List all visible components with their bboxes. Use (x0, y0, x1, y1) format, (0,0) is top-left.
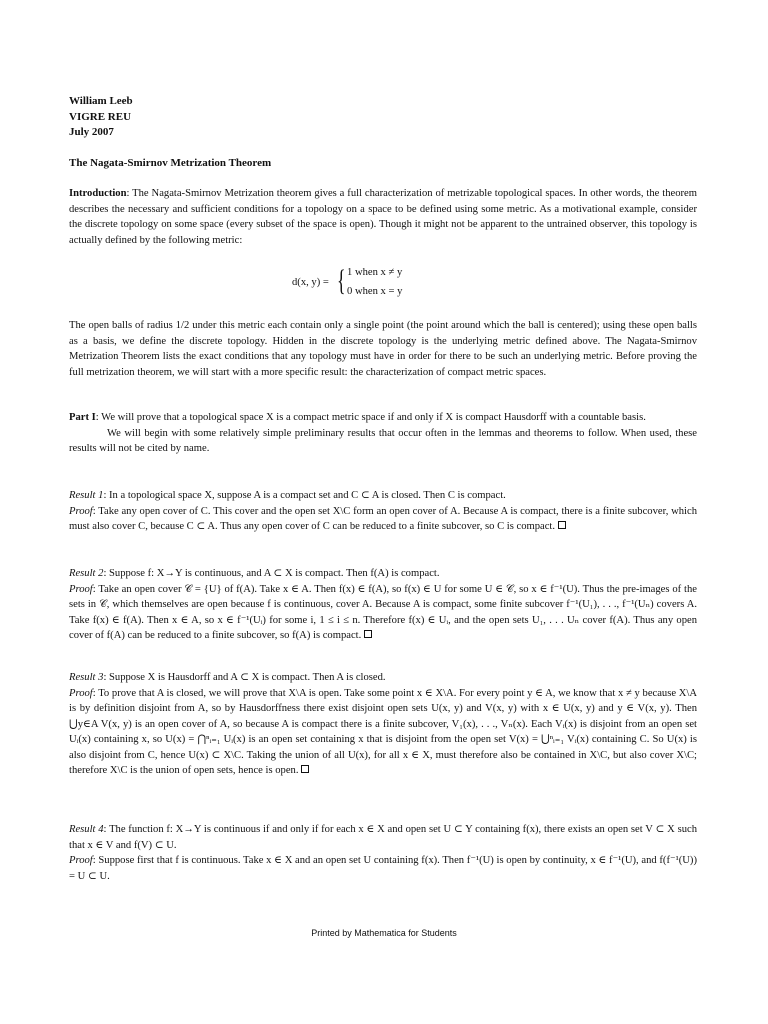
formula-brace: { (337, 264, 346, 297)
part-one-label: Part I (69, 412, 96, 423)
introduction-label: Introduction (69, 188, 127, 199)
introduction-text: : The Nagata-Smirnov Metrization theorem gives a full characterization of metrizable topological spaces. In other words, the theorem describes the necessary and sufficient conditions for a topology on a space to be defined using some metric. As a motivational example, consider the discrete topology on some space (every subset of the space is open). Though it might not be apparent to the untrained observer, this topology is actually defined by the following metric: (69, 188, 697, 246)
qed-icon (364, 630, 372, 638)
result-1-proof-label: Proof (69, 505, 93, 517)
result-1-text: : In a topological space X, suppose A is a compact set and C ⊂ A is closed. Then C is compact. (103, 490, 506, 501)
result-2-proof (69, 582, 697, 644)
result-4-text: : The function f: X→Y is continuous if and only if for each x ∈ X and open set U ⊂ Y containing f(x), there exists an open set V ⊂ X such that x ∈ V and f(V) ⊂ U. (69, 824, 697, 851)
result-2-proof-text: : Take an open cover 𝒞 = {U} of f(A). Take x ∈ A. Then f(x) ∈ f(A), so f(x) ∈ U for some U ∈ 𝒞, so x ∈ f⁻¹(U). Thus the pre-images of the sets in 𝒞, which themselves are open because f is continuous, cover A. Because A is compact, some finite subcover f⁻¹(U₁), . . ., f⁻¹(Uₙ) covers A. Take f(x) ∈ f(A). Then x ∈ A, so x ∈ f⁻¹(Uᵢ) for some i, 1 ≤ i ≤ n. Therefore f(x) ∈ Uᵢ, and the open sets U₁, . . . Uₙ cover f(A). Thus any open cover of f(A) can be reduced to a finite subcover, so f(A) is compact. (69, 583, 697, 641)
result-3 (69, 670, 697, 779)
formula-case-2: 0 when x = y (347, 286, 403, 297)
part-one-preliminary: We will begin with some relatively simple preliminary results that occur often in the lemmas and theorems to follow. When used, these results will not be cited by name. (69, 427, 697, 454)
result-3-proof (69, 686, 697, 779)
document-header (69, 94, 697, 141)
result-1-proof-text: : Take any open cover of C. This cover and the open set X\C form an open cover of A. Because A is compact, there is a finite subcover, which must also cover C, because C ⊂ A. Thus any open cover of C can be reduced to a finite subcover, so C is compact. (69, 505, 697, 532)
result-2-proof-label: Proof (69, 583, 93, 595)
result-2-label: Result 2 (69, 568, 104, 579)
program-name: VIGRE REU (69, 110, 132, 123)
result-4-statement (69, 822, 697, 853)
result-3-label: Result 3 (69, 672, 104, 683)
introduction-paragraph (69, 186, 697, 248)
discrete-topology-paragraph: The open balls of radius 1/2 under this metric each contain only a single point (the point around which the ball is centered); using these open balls as a basis, we define the discrete topology. Hidden in the discrete topology is the underlying metric defined above. The Nagata-Smirnov Metrization Theorem lists the exact conditions that any topology must have in order for there to be such an underlying metric. Before proving the full metrization theorem, we will start with a more specific result: the characterization of compact metric spaces. (69, 320, 697, 378)
result-3-text: : Suppose X is Hausdorff and A ⊂ X is compact. Then A is closed. (103, 672, 386, 683)
formula-lhs: d(x, y) = (292, 277, 329, 288)
result-1-proof (69, 504, 697, 535)
document-date: July 2007 (69, 126, 114, 138)
result-4-proof (69, 853, 697, 884)
result-3-proof-text: : To prove that A is closed, we will prove that X\A is open. Take some point x ∈ X\A. For every point y ∈ A, we know that x ≠ y because X\A is by definition disjoint from A, so by Hausdorffness there exist disjoint open sets U(x, y) and V(x, y) with x ∈ U(x, y) and y ∈ V(x, y). Then ⋃y∈A V(x, y) is an open cover of A, so because A is compact there is a finite subcover, V₁(x), . . ., Vₙ(x). Each Vᵢ(x) is disjoint from an open set Uᵢ(x) containing x, so U(x) = ⋂ⁿᵢ₌₁ Uᵢ(x) is an open set containing x that is disjoint from the open set V(x) = ⋃ⁿᵢ₌₁ Vᵢ(x) containing C. So U(x) is also disjoint from C, hence U(x) ⊂ X\C. Taking the union of all U(x), for all x ∈ X, must therefore also be contained in X\C, but also cover X\C; therefore X\C is the union of open sets, hence is open. (69, 687, 697, 776)
author-name: William Leeb (69, 95, 133, 107)
qed-icon (301, 765, 309, 773)
part-one-text: : We will prove that a topological space X is a compact metric space if and only if X is compact Hausdorff with a countable basis. (95, 412, 646, 423)
part-one-section (69, 410, 697, 457)
result-1 (69, 488, 697, 535)
formula-case-1: 1 when x ≠ y (347, 267, 403, 278)
result-4-proof-label: Proof (69, 855, 93, 866)
result-1-statement (69, 488, 697, 504)
result-2-statement (69, 566, 697, 582)
part-one-statement (69, 410, 697, 426)
result-4-proof-text: : Suppose first that f is continuous. Take x ∈ X and an open set U containing f(x). Then f⁻¹(U) is open by continuity, x ∈ f⁻¹(U), and f(f⁻¹(U)) = U ⊂ U. (69, 855, 697, 882)
result-2-text: : Suppose f: X→Y is continuous, and A ⊂ X is compact. Then f(A) is compact. (103, 568, 440, 579)
result-1-label: Result 1 (69, 490, 104, 501)
result-3-proof-label: Proof (69, 687, 93, 699)
result-2 (69, 566, 697, 644)
result-4-label: Result 4 (69, 824, 104, 835)
result-4 (69, 822, 697, 884)
result-3-statement (69, 670, 697, 686)
page-footer: Printed by Mathematica for Students (311, 928, 457, 938)
document-title: The Nagata-Smirnov Metrization Theorem (69, 157, 272, 169)
qed-icon (558, 521, 566, 529)
